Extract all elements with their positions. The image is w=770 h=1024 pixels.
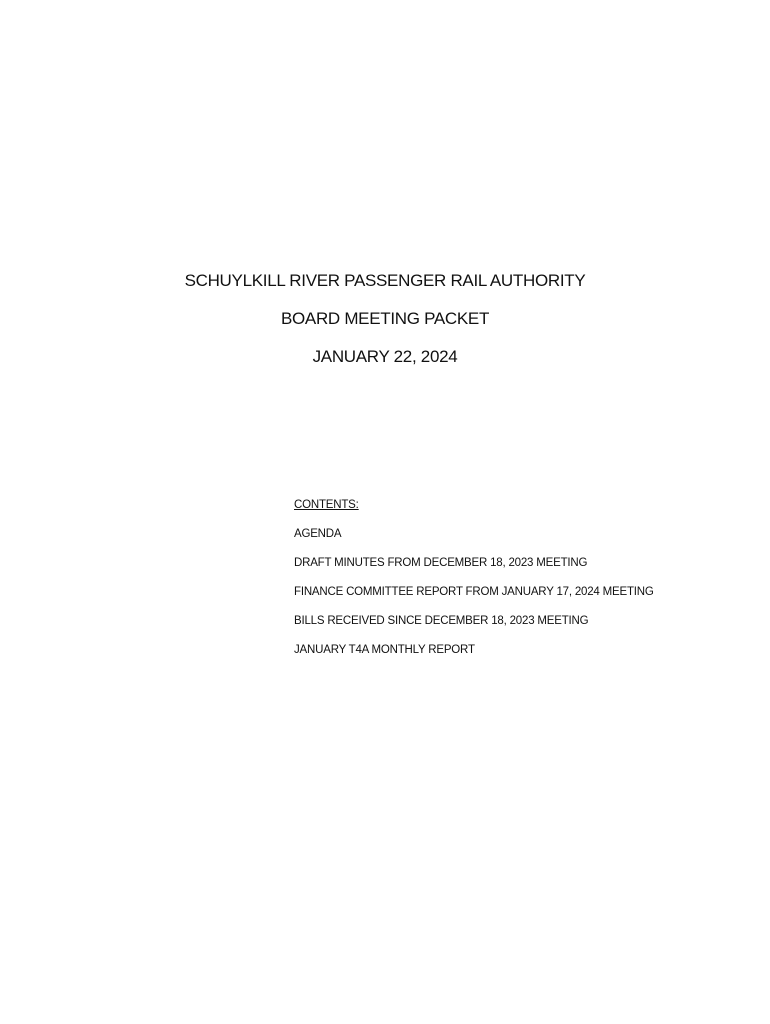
contents-item-bills-received: BILLS RECEIVED SINCE DECEMBER 18, 2023 MEETING bbox=[294, 615, 589, 627]
contents-item-t4a-report: JANUARY T4A MONTHLY REPORT bbox=[294, 644, 475, 656]
contents-heading: CONTENTS: bbox=[294, 499, 359, 511]
packet-subtitle: BOARD MEETING PACKET bbox=[280, 309, 490, 328]
meeting-date: JANUARY 22, 2024 bbox=[312, 347, 458, 366]
contents-item-draft-minutes: DRAFT MINUTES FROM DECEMBER 18, 2023 MEETING bbox=[294, 557, 588, 569]
organization-title: SCHUYLKILL RIVER PASSENGER RAIL AUTHORITY bbox=[184, 271, 586, 290]
contents-item-finance-report: FINANCE COMMITTEE REPORT FROM JANUARY 17, 2024 MEETING bbox=[294, 586, 654, 598]
contents-item-agenda: AGENDA bbox=[294, 528, 342, 540]
contents-list bbox=[294, 497, 754, 671]
